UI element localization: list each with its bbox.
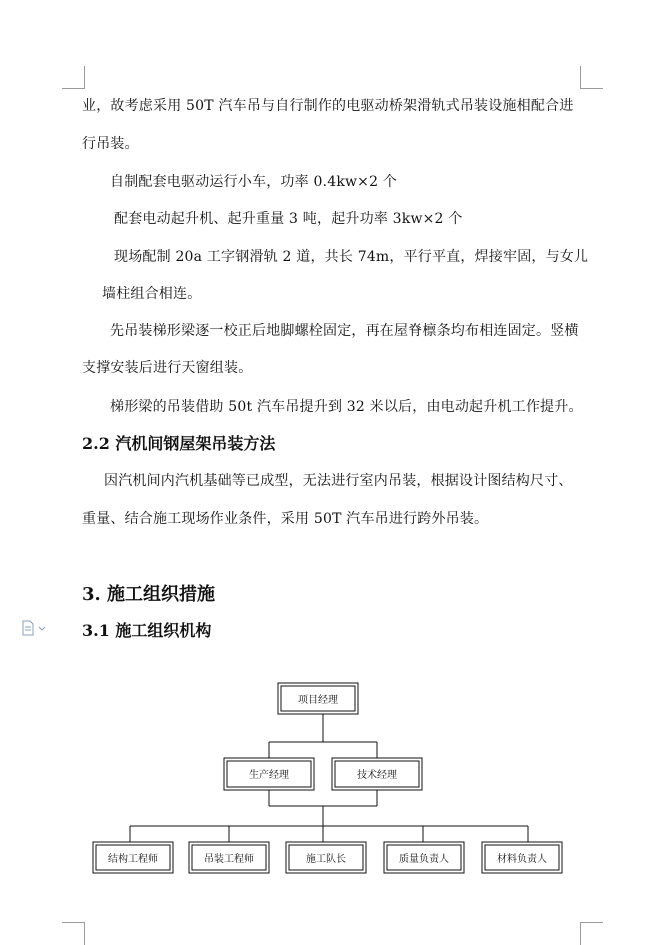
org-node-label: 材料负责人 xyxy=(497,854,547,865)
org-node-label: 施工队长 xyxy=(306,854,346,865)
body-line: 梯形梁的吊装借助 50t 汽车吊提升到 32 米以后，由电动起升机工作提升。 xyxy=(110,399,583,415)
section-heading-3: 3. 施工组织措施 xyxy=(82,584,216,605)
org-node-technical-manager xyxy=(332,758,422,790)
org-node-quality-lead xyxy=(384,842,464,873)
body-line: 支撑安装后进行天窗组装。 xyxy=(82,360,253,376)
org-node-label: 项目经理 xyxy=(298,695,338,706)
section-heading-3-1: 3.1 施工组织机构 xyxy=(82,621,212,640)
page-corner-mark-bottom-right xyxy=(580,922,603,945)
org-node-hoisting-engineer xyxy=(189,842,269,873)
body-line: 因汽机间内汽机基础等已成型，无法进行室内吊装，根据设计图结构尺寸、 xyxy=(104,473,573,489)
body-line: 墙柱组合相连。 xyxy=(102,286,202,302)
org-node-project-manager xyxy=(278,683,358,714)
body-line: 先吊装梯形梁逐一校正后地脚螺栓固定，再在屋脊檩条均布相连固定。竖横 xyxy=(110,323,579,339)
page-corner-mark-bottom-left xyxy=(62,922,85,945)
org-node-label: 结构工程师 xyxy=(108,854,158,865)
org-node-construction-captain xyxy=(286,842,366,873)
page-corner-mark-top-left xyxy=(62,66,85,89)
org-node-label: 质量负责人 xyxy=(399,854,449,865)
body-line: 行吊装。 xyxy=(82,136,139,152)
body-line: 业，故考虑采用 50T 汽车吊与自行制作的电驱动桥架滑轨式吊装设施相配合进 xyxy=(82,98,574,114)
body-line: 自制配套电驱动运行小车，功率 0.4kw×2 个 xyxy=(110,174,398,190)
section-heading-2-2: 2.2 汽机间钢屋架吊装方法 xyxy=(82,434,276,453)
org-node-materials-lead xyxy=(482,842,562,873)
org-node-label: 吊装工程师 xyxy=(204,854,254,865)
body-line: 配套电动起升机、起升重量 3 吨，起升功率 3kw×2 个 xyxy=(114,211,463,227)
body-line: 现场配制 20a 工字钢滑轨 2 道，共长 74m，平行平直，焊接牢固，与女儿 xyxy=(114,249,589,265)
org-node-label: 技术经理 xyxy=(357,770,397,781)
org-node-production-manager xyxy=(224,758,314,790)
body-line: 重量、结合施工现场作业条件，采用 50T 汽车吊进行跨外吊装。 xyxy=(82,511,489,527)
page-corner-mark-top-right xyxy=(580,66,603,89)
org-node-label: 生产经理 xyxy=(249,770,289,781)
org-node-structural-engineer xyxy=(93,842,173,873)
document-icon[interactable] xyxy=(22,620,50,636)
